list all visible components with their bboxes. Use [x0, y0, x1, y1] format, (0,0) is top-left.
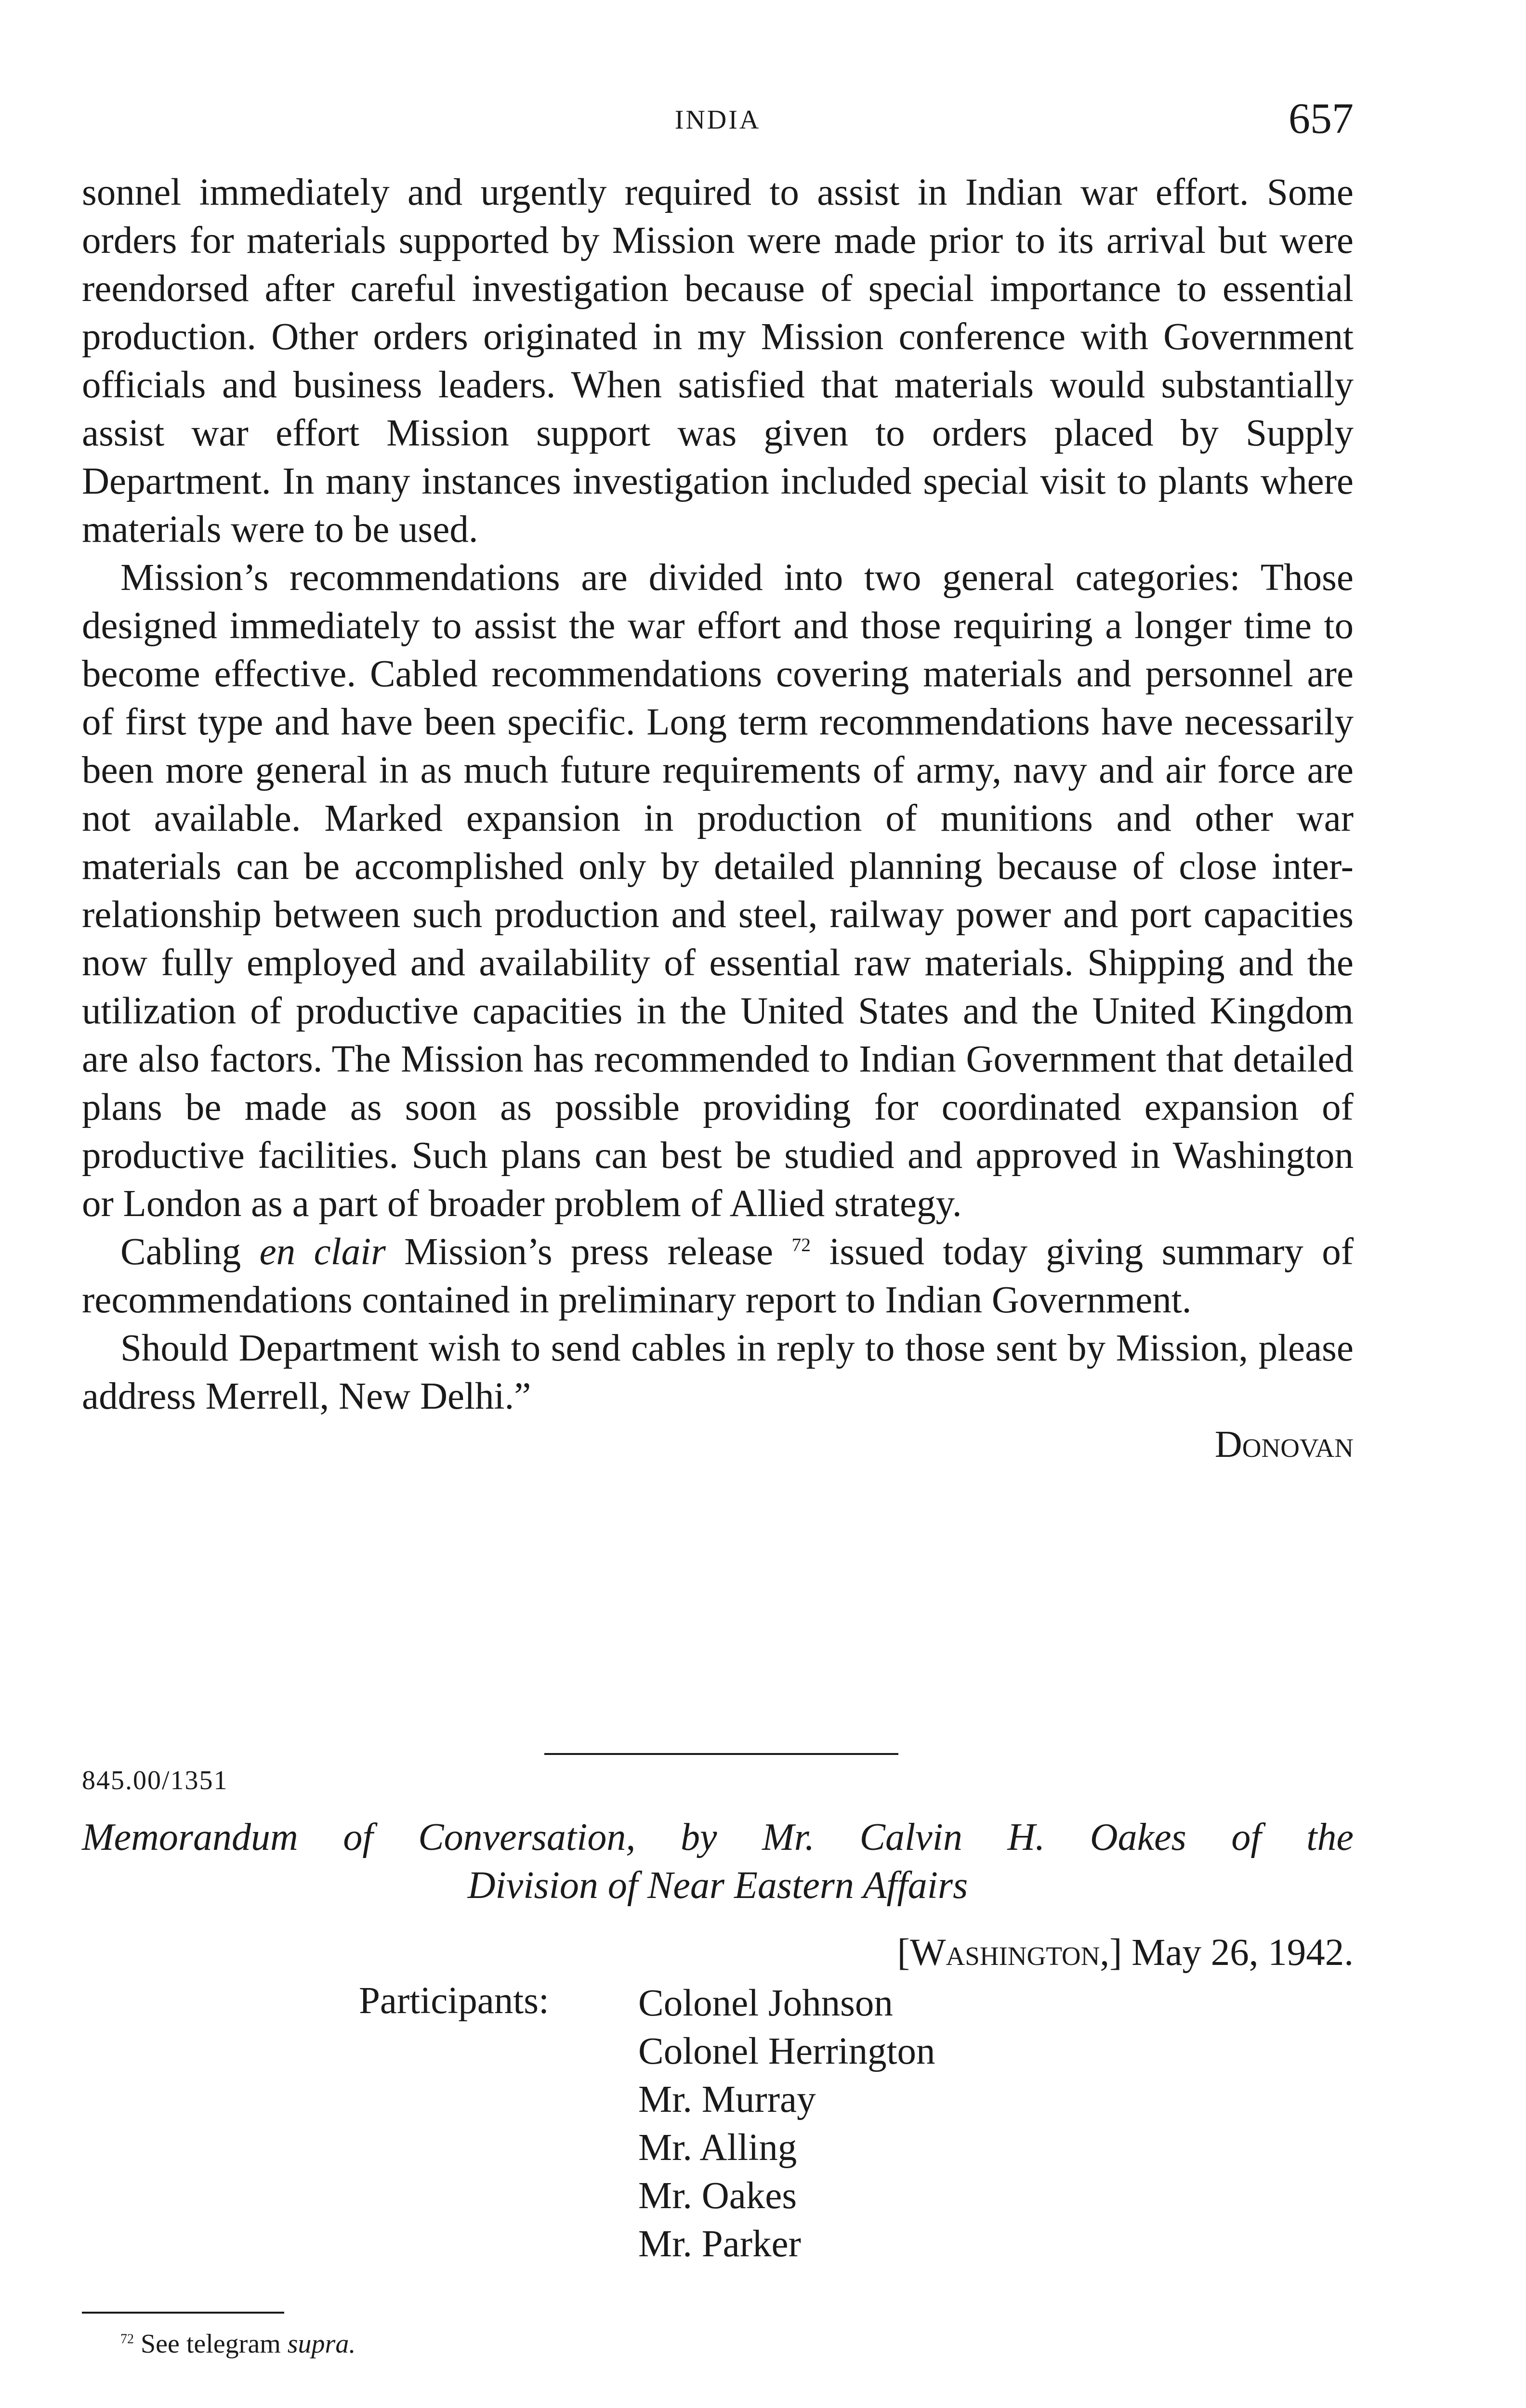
section-separator	[544, 1753, 898, 1755]
paragraph-press-release	[82, 1228, 1354, 1324]
participant-item: Colonel Johnson	[638, 1982, 893, 2024]
running-title: INDIA	[674, 105, 761, 135]
signature: Donovan	[1214, 1424, 1354, 1466]
body-text	[82, 169, 1354, 1469]
dateline	[897, 1931, 1354, 1975]
participants-label: Participants:	[359, 1980, 549, 2022]
footnote-number: 72	[120, 2331, 134, 2347]
dateline-place: Washington	[909, 1932, 1100, 1974]
footnote-italic: supra.	[287, 2329, 356, 2359]
dateline-date: ,] May 26, 1942.	[1100, 1932, 1354, 1974]
footnote-text: See telegram	[134, 2329, 288, 2359]
participant-item: Mr. Oakes	[638, 2175, 797, 2217]
participant-item: Mr. Alling	[638, 2127, 797, 2169]
press-release-text-start: Cabling	[120, 1231, 260, 1273]
en-clair-italic: en clair	[259, 1231, 386, 1273]
paragraph-continuation: sonnel immediately and urgently required to assist in Indian war effort. Some orders for materials supported by Mission were made prior to its arrival but were reendorsed after careful investigation because of special importance to essential production. Other orders originated in my Mission conference with Government officials and business leaders. When satisfied that materials would substantially assist war effort Mission support was given to orders placed by Supply Department. In many instances investigation included special visit to plants where materials were to be used.	[82, 171, 1354, 550]
footnote-reference: 72	[791, 1234, 811, 1256]
participant-item: Mr. Parker	[638, 2223, 801, 2265]
memo-title	[82, 1813, 1354, 1910]
running-head	[82, 94, 1354, 147]
press-release-text-mid: Mission’s press release	[385, 1231, 792, 1273]
footnote-separator	[82, 2312, 284, 2314]
paragraph-reply-address: Should Department wish to send cables in reply to those sent by Mission, please address Merrell, New Delhi.”	[82, 1327, 1354, 1417]
paragraph-recommendations: Mission’s recommendations are divided into two general categories: Those designed immediately to assist the war effort and those requiring a longer time to become effective. Cabled recommendations covering materials and personnel are of first type and have been specific. Long term recommendations have necessarily been more general in as much future requirements of army, navy and air force are not available. Marked expansion in production of munitions and other war materials can be accomplished only by detailed planning because of close inter-relationship between such production and steel, railway power and port capacities now fully employed and availability of essential raw materials. Shipping and the utilization of productive capacities in the United States and the United Kingdom are also factors. The Mission has recommended to Indian Government that detailed plans be made as soon as possible providing for coordinated expansion of productive facilities. Such plans can best be studied and approved in Washington or London as a part of broader problem of Allied strategy.	[82, 557, 1354, 1225]
dateline-bracket: [	[897, 1932, 910, 1974]
memo-title-line-1: Memorandum of Conversation, by Mr. Calvin H. Oakes of the	[82, 1816, 1354, 1858]
participant-item: Mr. Murray	[638, 2079, 816, 2120]
footnote	[120, 2329, 355, 2359]
participant-item: Colonel Herrington	[638, 2030, 935, 2072]
file-number: 845.00/1351	[82, 1766, 228, 1795]
page-number: 657	[1289, 95, 1354, 143]
press-release-text-end: issued today giving summary of recommendations contained in preliminary report to Indian Government.	[82, 1231, 1354, 1321]
participants-list	[638, 1979, 935, 2268]
memo-title-line-2: Division of Near Eastern Affairs	[467, 1864, 968, 1907]
